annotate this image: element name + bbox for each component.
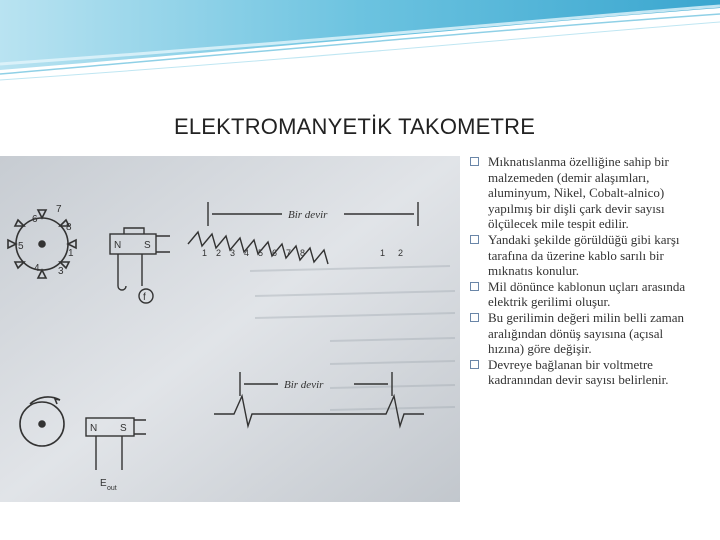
svg-text:2: 2 <box>216 248 222 258</box>
svg-text:4: 4 <box>244 248 250 258</box>
bullet-text: Bu gerilimin değeri milin belli zaman aralığından dönüş sayısına (açısal hızına) göre değişir. <box>488 309 685 357</box>
one-revolution-label-bottom: Bir devir <box>284 379 324 391</box>
gear-tooth-label: 5 <box>18 241 24 252</box>
meter-symbol: f <box>143 292 146 303</box>
svg-text:8: 8 <box>300 248 306 258</box>
gear-tooth-label: 3 <box>58 266 64 277</box>
svg-text:2: 2 <box>398 248 404 258</box>
svg-text:3: 3 <box>230 248 236 258</box>
bullet-text: Mıknatıslanma özelliğine sahip bir malzemeden (demir alaşımları, aluminyum, Nikel, Cobalt-alnico) yapılmış bir dişli çark devir sayısı ölçülecek mile tespit edilir. <box>488 154 669 232</box>
list-item <box>468 279 700 310</box>
bullet-icon <box>470 235 479 244</box>
svg-text:5: 5 <box>258 248 264 258</box>
magnet-pole-n: N <box>114 240 122 251</box>
bullet-text: Mil dönünce kablonun uçları arasında elektrik gerilimi oluşur. <box>488 278 686 310</box>
magnet-pole-n: N <box>90 423 98 434</box>
list-item <box>468 310 700 357</box>
gear-tooth-label: 4 <box>34 263 40 274</box>
bullet-text: Yandaki şekilde görüldüğü gibi karşı tarafına da üzerine kablo sarılı bir mıknatıs konulur. <box>488 231 680 279</box>
svg-text:1: 1 <box>380 248 386 258</box>
textbook-figure <box>0 156 460 502</box>
svg-text:7: 7 <box>286 248 292 258</box>
list-item <box>468 357 700 388</box>
gear-tooth-label: 1 <box>68 248 74 259</box>
svg-text:1: 1 <box>202 248 208 258</box>
bullet-list <box>468 154 700 388</box>
gear-tooth-label: 7 <box>56 204 62 215</box>
gear-tooth-label: 6 <box>32 214 38 225</box>
output-label: E <box>100 478 107 489</box>
tachometer-diagram <box>0 156 460 502</box>
gear-tooth-label: 8 <box>66 222 72 233</box>
one-revolution-label-top: Bir devir <box>288 209 328 221</box>
list-item <box>468 154 700 232</box>
magnet-pole-s: S <box>120 423 127 434</box>
output-subscript: out <box>107 485 117 492</box>
magnet-pole-s: S <box>144 240 151 251</box>
bullet-icon <box>470 360 479 369</box>
page-title: ELEKTROMANYETİK TAKOMETRE <box>174 114 536 139</box>
header-swoosh <box>0 0 720 90</box>
bullet-icon <box>470 157 479 166</box>
list-item <box>468 232 700 279</box>
bullet-icon <box>470 313 479 322</box>
svg-text:6: 6 <box>272 248 278 258</box>
bullet-text: Devreye bağlanan bir voltmetre kadranından devir sayısı belirlenir. <box>488 356 669 388</box>
bullet-icon <box>470 282 479 291</box>
